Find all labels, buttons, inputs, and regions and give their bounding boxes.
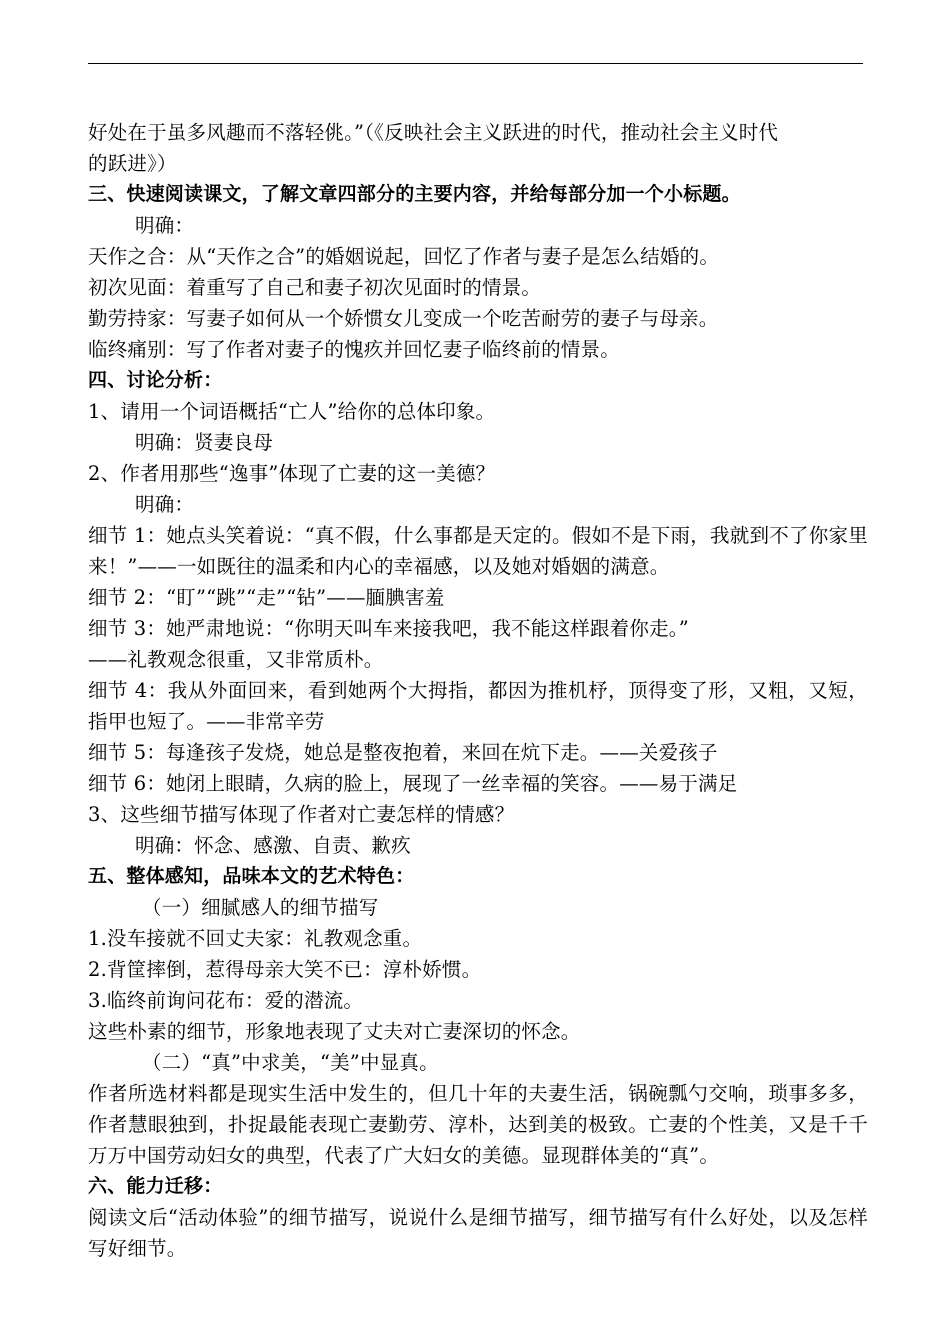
section-5-point-1: 1.没车接就不回丈夫家：礼教观念重。 xyxy=(88,927,423,950)
detail-6: 细节 6：她闭上眼睛，久病的脸上，展现了一丝幸福的笑容。——易于满足 xyxy=(88,772,738,795)
section-3-item-2: 初次见面：着重写了自己和妻子初次见面时的情景。 xyxy=(88,276,542,299)
section-3-answer-label: 明确： xyxy=(135,214,195,237)
section-6-heading: 六、能力迁移： xyxy=(88,1175,223,1197)
detail-3-comment: ——礼教观念很重，又非常质朴。 xyxy=(88,648,384,671)
detail-2: 细节 2：“盯”“跳”“走”“钻”——腼腆害羞 xyxy=(88,586,445,609)
question-2: 2、作者用那些“逸事”体现了亡妻的这一美德？ xyxy=(88,462,496,485)
document-body xyxy=(88,117,868,1264)
detail-1: 细节 1：她点头笑着说：“真不假，什么事都是天定的。假如不是下雨，我就到不了你家里来！”——一如既往的温柔和内心的幸福感，以及她对婚姻的满意。 xyxy=(88,524,868,578)
section-4-heading: 四、讨论分析： xyxy=(88,369,223,391)
section-3-item-4: 临终痛别：写了作者对妻子的愧疚并回忆妻子临终前的情景。 xyxy=(88,338,620,361)
section-6-paragraph: 阅读文后“活动体验”的细节描写，说说什么是细节描写，细节描写有什么好处，以及怎样写好细节。 xyxy=(88,1206,868,1260)
section-5-paragraph: 作者所选材料都是现实生活中发生的，但几十年的夫妻生活，锅碗瓢勺交响，琐事多多，作者慧眼独到，扑捉最能表现亡妻勤劳、淳朴，达到美的极致。亡妻的个性美，又是千千万万中国劳动妇女的典型，代表了广大妇女的美德。显现群体美的“真”。 xyxy=(88,1082,868,1167)
section-5-point-3: 3.临终前询问花布：爱的潜流。 xyxy=(88,989,364,1012)
question-1: 1、请用一个词语概括“亡人”给你的总体印象。 xyxy=(88,400,496,423)
detail-4: 细节 4：我从外面回来，看到她两个大拇指，都因为推机杼，顶得变了形，又粗，又短，指甲也短了。——非常辛劳 xyxy=(88,679,868,733)
section-3-item-3: 勤劳持家：写妻子如何从一个娇惯女儿变成一个吃苦耐劳的妻子与母亲。 xyxy=(88,307,719,330)
header-rule xyxy=(88,63,863,64)
intro-line-1: 好处在于虽多风趣而不落轻佻。”（《反映社会主义跃进的时代，推动社会主义时代 xyxy=(88,121,779,144)
section-5-subheading-1: （一）细腻感人的细节描写 xyxy=(142,896,379,919)
detail-3: 细节 3：她严肃地说：“你明天叫车来接我吧，我不能这样跟着你走。” xyxy=(88,617,689,640)
section-5-heading: 五、整体感知，品味本文的艺术特色： xyxy=(88,865,415,887)
intro-line-2: 的跃进》） xyxy=(88,152,177,175)
question-3: 3、这些细节描写体现了作者对亡妻怎样的情感？ xyxy=(88,803,515,826)
section-3-heading: 三、快速阅读课文，了解文章四部分的主要内容，并给每部分加一个小标题。 xyxy=(88,183,741,205)
answer-3: 明确：怀念、感激、自责、歉疚 xyxy=(135,834,411,857)
answer-1: 明确：贤妻良母 xyxy=(135,431,273,454)
section-5-summary: 这些朴素的细节，形象地表现了丈夫对亡妻深切的怀念。 xyxy=(88,1020,581,1043)
section-3-item-1: 天作之合：从“天作之合”的婚姻说起，回忆了作者与妻子是怎么结婚的。 xyxy=(88,245,720,268)
detail-5: 细节 5：每逢孩子发烧，她总是整夜抱着，来回在炕下走。——关爱孩子 xyxy=(88,741,718,764)
answer-2-label: 明确： xyxy=(135,493,195,516)
section-5-subheading-2: （二）“真”中求美，“美”中显真。 xyxy=(142,1051,439,1074)
section-5-point-2: 2.背筐摔倒，惹得母亲大笑不已：淳朴娇惯。 xyxy=(88,958,482,981)
